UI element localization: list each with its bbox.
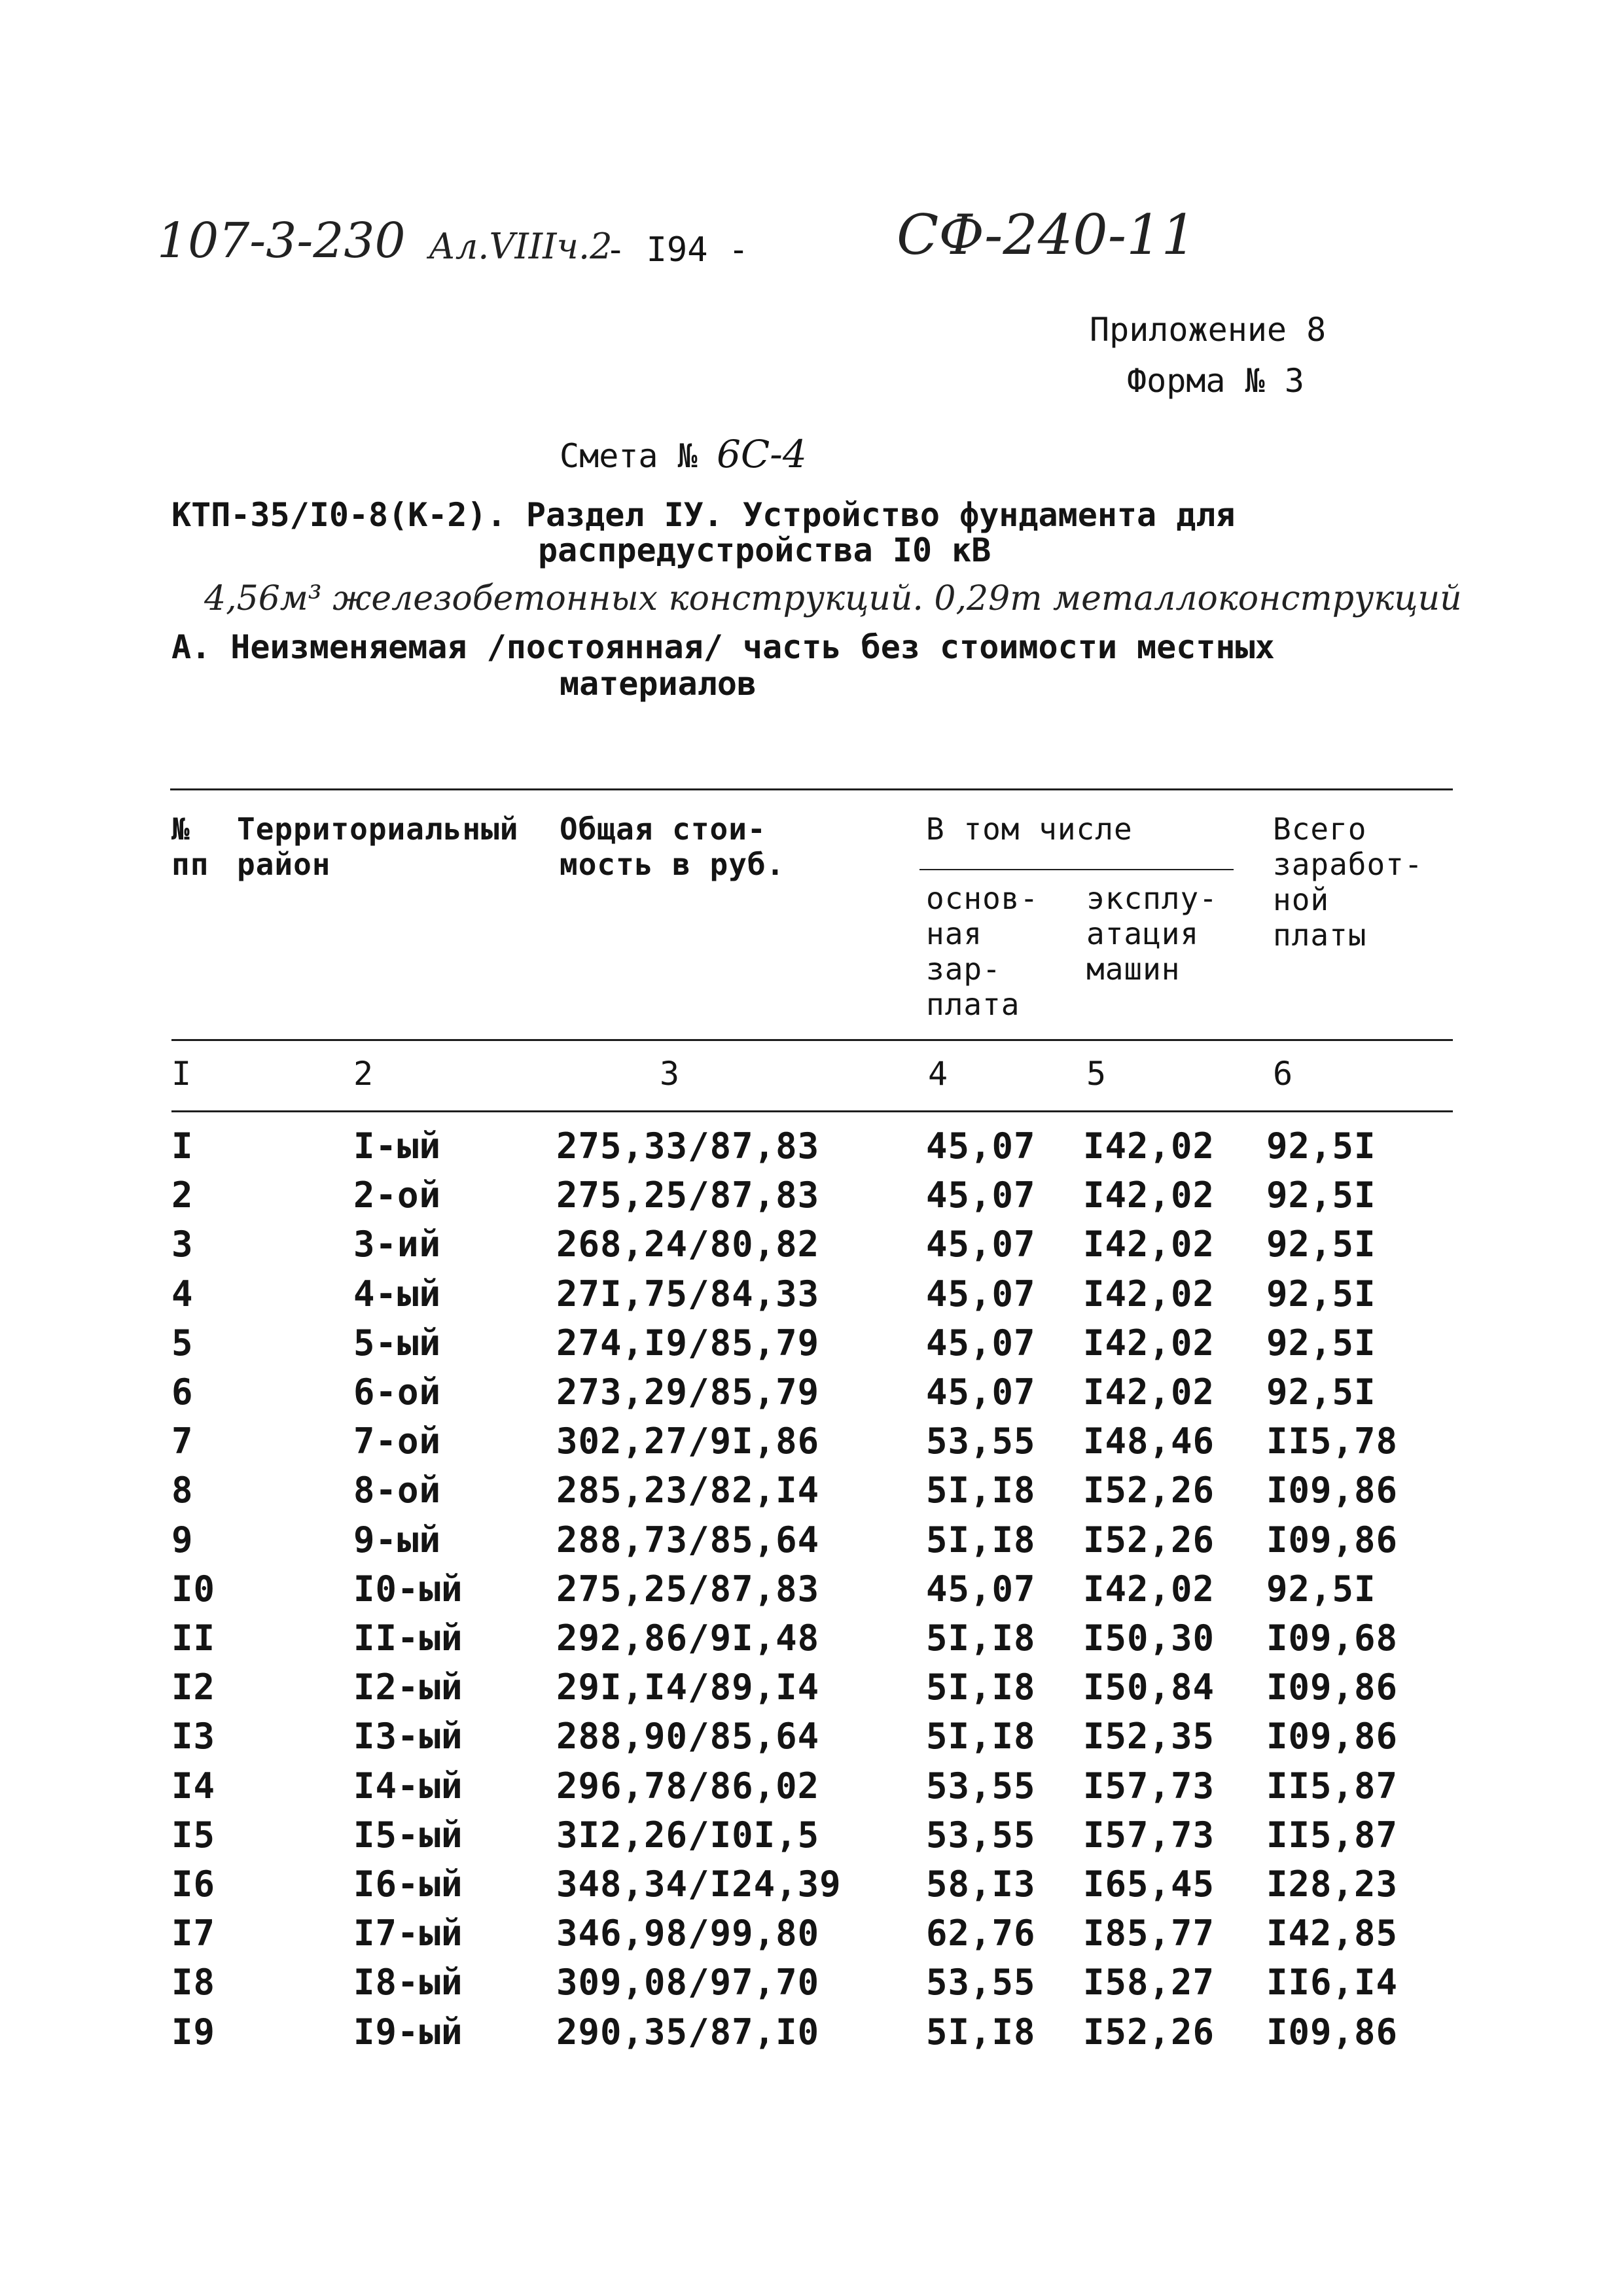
cell-base-wage: 45,07 [926, 1125, 1036, 1167]
cell-total-wages: I42,85 [1266, 1913, 1399, 1954]
cell-base-wage: 45,07 [926, 1273, 1036, 1315]
cell-machine-operation: I65,45 [1083, 1863, 1215, 1905]
cell-total-wages: II5,87 [1266, 1814, 1399, 1856]
cell-total-cost: 288,73/85,64 [556, 1519, 820, 1561]
cell-total-cost: 3I2,26/I0I,5 [556, 1814, 820, 1856]
group-underline [919, 869, 1234, 870]
cell-total-cost: 285,23/82,I4 [556, 1470, 820, 1511]
cell-total-wages: II5,87 [1266, 1765, 1399, 1807]
cell-total-wages: I09,86 [1266, 1519, 1399, 1561]
cell-district: I8-ый [353, 1962, 463, 2004]
cell-total-cost: 346,98/99,80 [556, 1913, 820, 1954]
series-code: СФ-240-11 [897, 203, 1196, 267]
cell-total-cost: 288,90/85,64 [556, 1716, 820, 1757]
cell-district: 9-ый [353, 1519, 442, 1561]
album-reference: Ал.VIIIч.2 [429, 226, 613, 267]
cell-district: I0-ый [353, 1568, 463, 1610]
cell-total-wages: I28,23 [1266, 1863, 1399, 1905]
header-bottom-rule [171, 1039, 1453, 1041]
cell-machine-operation: I52,35 [1083, 1716, 1215, 1757]
cell-base-wage: 53,55 [926, 1765, 1036, 1807]
estimate-prefix: Смета № [560, 437, 698, 475]
cell-base-wage: 5I,I8 [926, 1667, 1036, 1708]
cell-row-number: I4 [171, 1765, 216, 1807]
cell-base-wage: 5I,I8 [926, 1470, 1036, 1511]
cell-district: 6-ой [353, 1371, 442, 1413]
cell-row-number: II [171, 1617, 216, 1659]
cell-base-wage: 5I,I8 [926, 1519, 1036, 1561]
cell-total-wages: 92,5I [1266, 1125, 1376, 1167]
header-machine-operation: эксплу- атация машин [1086, 881, 1218, 987]
cell-district: I9-ый [353, 2011, 463, 2053]
cell-base-wage: 45,07 [926, 1322, 1036, 1364]
cell-total-wages: II6,I4 [1266, 1962, 1399, 2004]
cell-row-number: I9 [171, 2011, 216, 2053]
cell-base-wage: 53,55 [926, 1421, 1036, 1462]
cell-row-number: 2 [171, 1174, 194, 1216]
cell-row-number: 8 [171, 1470, 194, 1511]
cell-total-cost: 275,25/87,83 [556, 1174, 820, 1216]
cell-total-cost: 275,33/87,83 [556, 1125, 820, 1167]
col-number-6: 6 [1273, 1055, 1293, 1093]
cell-row-number: I0 [171, 1568, 216, 1610]
cell-total-cost: 348,34/I24,39 [556, 1863, 842, 1905]
cell-machine-operation: I50,30 [1083, 1617, 1215, 1659]
cell-total-wages: I09,86 [1266, 1470, 1399, 1511]
header-number: № пп [171, 811, 209, 882]
cell-district: I2-ый [353, 1667, 463, 1708]
cell-total-wages: 92,5I [1266, 1224, 1376, 1265]
header-territorial-district: Территориальный район [237, 811, 519, 882]
section-title-line1: КТП-35/I0-8(К-2). Раздел IУ. Устройство фундамента для [171, 496, 1236, 534]
cell-total-cost: 292,86/9I,48 [556, 1617, 820, 1659]
cell-district: I4-ый [353, 1765, 463, 1807]
cell-district: 4-ый [353, 1273, 442, 1315]
cell-district: I7-ый [353, 1913, 463, 1954]
cell-base-wage: 53,55 [926, 1814, 1036, 1856]
page-number: - I94 - [605, 230, 749, 270]
cell-base-wage: 5I,I8 [926, 2011, 1036, 2053]
cell-machine-operation: I42,02 [1083, 1568, 1215, 1610]
cell-district: 7-ой [353, 1421, 442, 1462]
col-number-4: 4 [928, 1055, 948, 1093]
header-base-wage: основ- ная зар- плата [926, 881, 1039, 1022]
cell-base-wage: 45,07 [926, 1224, 1036, 1265]
cell-machine-operation: I42,02 [1083, 1371, 1215, 1413]
cell-total-wages: I09,68 [1266, 1617, 1399, 1659]
cell-machine-operation: I52,26 [1083, 2011, 1215, 2053]
cell-total-wages: 92,5I [1266, 1568, 1376, 1610]
cell-row-number: 4 [171, 1273, 194, 1315]
cell-district: I6-ый [353, 1863, 463, 1905]
cell-total-wages: 92,5I [1266, 1322, 1376, 1364]
cell-machine-operation: I52,26 [1083, 1470, 1215, 1511]
cell-machine-operation: I42,02 [1083, 1125, 1215, 1167]
volume-handwritten-note: 4,56м³ железобетонных конструкций. 0,29т металлоконструкций [204, 579, 1462, 618]
col-number-5: 5 [1086, 1055, 1107, 1093]
cell-total-wages: I09,86 [1266, 1667, 1399, 1708]
cell-district: I-ый [353, 1125, 442, 1167]
cell-machine-operation: I52,26 [1083, 1519, 1215, 1561]
cell-total-cost: 275,25/87,83 [556, 1568, 820, 1610]
cell-base-wage: 45,07 [926, 1568, 1036, 1610]
cell-machine-operation: I85,77 [1083, 1913, 1215, 1954]
cell-machine-operation: I42,02 [1083, 1322, 1215, 1364]
cell-total-cost: 296,78/86,02 [556, 1765, 820, 1807]
cell-total-wages: 92,5I [1266, 1174, 1376, 1216]
cell-district: I3-ый [353, 1716, 463, 1757]
cell-machine-operation: I42,02 [1083, 1174, 1215, 1216]
cell-total-cost: 273,29/85,79 [556, 1371, 820, 1413]
document-code: 107-3-230 [157, 213, 406, 269]
cell-district: 8-ой [353, 1470, 442, 1511]
cell-total-wages: I09,86 [1266, 1716, 1399, 1757]
cell-base-wage: 58,I3 [926, 1863, 1036, 1905]
cell-total-wages: I09,86 [1266, 2011, 1399, 2053]
section-title-line2: распредустройства I0 кВ [538, 531, 991, 569]
header-total-wages: Всего заработ- ной платы [1273, 811, 1423, 953]
cell-row-number: 3 [171, 1224, 194, 1265]
table-top-rule [170, 788, 1453, 790]
col-number-1: I [171, 1055, 192, 1093]
cell-total-cost: 27I,75/84,33 [556, 1273, 820, 1315]
part-title-line2: материалов [560, 665, 757, 703]
col-number-3: 3 [660, 1055, 680, 1093]
cell-row-number: I6 [171, 1863, 216, 1905]
estimate-code: 6С-4 [717, 432, 807, 476]
cell-district: I5-ый [353, 1814, 463, 1856]
cell-row-number: I [171, 1125, 194, 1167]
cell-base-wage: 45,07 [926, 1174, 1036, 1216]
cell-base-wage: 45,07 [926, 1371, 1036, 1413]
cell-row-number: I7 [171, 1913, 216, 1954]
cell-machine-operation: I58,27 [1083, 1962, 1215, 2004]
cell-total-cost: 309,08/97,70 [556, 1962, 820, 2004]
cell-base-wage: 5I,I8 [926, 1716, 1036, 1757]
cell-machine-operation: I48,46 [1083, 1421, 1215, 1462]
cell-total-wages: II5,78 [1266, 1421, 1399, 1462]
cell-total-cost: 302,27/9I,86 [556, 1421, 820, 1462]
cell-row-number: 6 [171, 1371, 194, 1413]
cell-total-wages: 92,5I [1266, 1371, 1376, 1413]
col-numbers-rule [171, 1110, 1453, 1112]
cell-total-cost: 290,35/87,I0 [556, 2011, 820, 2053]
cell-machine-operation: I42,02 [1083, 1273, 1215, 1315]
form-label: Форма № 3 [1127, 362, 1304, 400]
cell-row-number: I3 [171, 1716, 216, 1757]
cell-machine-operation: I57,73 [1083, 1814, 1215, 1856]
cell-row-number: I8 [171, 1962, 216, 2004]
cell-row-number: 7 [171, 1421, 194, 1462]
cell-base-wage: 62,76 [926, 1913, 1036, 1954]
cell-base-wage: 5I,I8 [926, 1617, 1036, 1659]
cell-district: 2-ой [353, 1174, 442, 1216]
cell-total-cost: 268,24/80,82 [556, 1224, 820, 1265]
cell-machine-operation: I42,02 [1083, 1224, 1215, 1265]
col-number-2: 2 [353, 1055, 374, 1093]
header-total-cost: Общая стои- мость в руб. [560, 811, 785, 882]
cell-row-number: 9 [171, 1519, 194, 1561]
cell-district: 5-ый [353, 1322, 442, 1364]
cell-district: II-ый [353, 1617, 463, 1659]
cell-base-wage: 53,55 [926, 1962, 1036, 2004]
part-title-line1: А. Неизменяемая /постоянная/ часть без стоимости местных [171, 628, 1275, 666]
cell-row-number: I5 [171, 1814, 216, 1856]
cell-total-cost: 29I,I4/89,I4 [556, 1667, 820, 1708]
cell-row-number: 5 [171, 1322, 194, 1364]
cell-machine-operation: I57,73 [1083, 1765, 1215, 1807]
cell-row-number: I2 [171, 1667, 216, 1708]
appendix-label: Приложение 8 [1090, 311, 1327, 349]
header-including: В том числе [926, 811, 1133, 847]
cell-machine-operation: I50,84 [1083, 1667, 1215, 1708]
cell-total-cost: 274,I9/85,79 [556, 1322, 820, 1364]
cell-district: 3-ий [353, 1224, 442, 1265]
cell-total-wages: 92,5I [1266, 1273, 1376, 1315]
